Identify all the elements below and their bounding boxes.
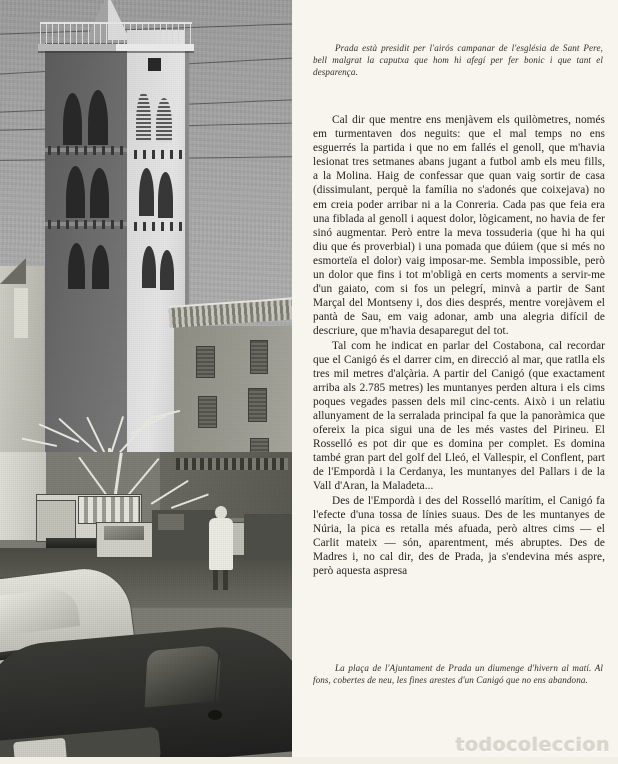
dark-van-windshield xyxy=(158,514,184,530)
building-chimney xyxy=(14,288,28,338)
car-antenna-base xyxy=(208,710,222,720)
window-shutter xyxy=(248,388,267,422)
photo-rooftops xyxy=(0,248,292,480)
roof-tiles xyxy=(168,297,292,328)
photo-caption-top: Prada està presidit per l'airós campanar de l'església de Sant Pere, bell malgrat la caputxa que hom hi afegí per fer bonic i que tant el desparença. xyxy=(313,43,603,78)
photo-caption-bottom: La plaça de l'Ajuntament de Prada un diumenge d'hivern al matí. Al fons, cobertes de neu, les fines arestes d'un Canigó que no ens abandona. xyxy=(313,663,603,686)
tower-cornice xyxy=(38,44,194,51)
pedestrian-leg xyxy=(223,570,228,590)
foreground-car-headlight xyxy=(13,738,67,758)
tower-small-window xyxy=(148,58,161,71)
van-windshield xyxy=(104,526,144,540)
lorry-cab xyxy=(36,500,76,542)
page-bottom-edge xyxy=(0,757,618,764)
tower-corbel-band xyxy=(48,146,126,155)
parked-truck-right xyxy=(244,514,292,560)
photo-town-square xyxy=(0,452,292,758)
window-shutter xyxy=(196,346,215,378)
article-body xyxy=(313,113,605,578)
photo-column xyxy=(0,0,292,758)
tower-corbel-band xyxy=(134,150,188,159)
pedestrian-leg xyxy=(213,570,218,590)
paragraph: Des de l'Empordà i des del Rosselló marítim, el Canigó fa l'efecte d'una tossa de línies suaus. Des de les muntanyes de Núria, la pica es retalla més afuada, però altres cims — el Carlit mateix — són, aparentment, més abruptes. Des de Madres i, no cal dir, des de Prada, ja s'endevina més aspre, però aquesta aspresa xyxy=(313,494,605,577)
tower-corbel-band xyxy=(48,220,126,229)
window-shutter xyxy=(198,396,217,428)
foreground-dark-car-windshield xyxy=(145,645,222,708)
todocoleccion-watermark: todocoleccion xyxy=(455,734,610,756)
tower-corbel-band xyxy=(134,222,188,231)
pedestrian-coat xyxy=(209,518,233,570)
window-shutter xyxy=(250,340,268,374)
text-column xyxy=(292,0,618,764)
market-awning xyxy=(176,458,288,470)
paragraph: Tal com he indicat en parlar del Costabona, cal recordar que el Canigó és el darrer cim, en direcció al mar, que ratlla els tres mil metres d'alçària. A partir del Canigó (que exactament arriba als 2.785 metres) les muntanyes perden altura i els cims poques vegades passen dels mil cinc-cents. Això i un relatiu allunyament de la serralada principal fa que la panoràmica que ofereix la pica sigui una de les més vastes del Pirineu. El Rosselló es pot dir que es domina per complet. Es domina també gran part del golf del Lleó, el Vallespir, el Conflent, part de l'Empordà i la Cerdanya, les muntanyes del Pallars i de la Vall d'Aran, la Maladeta... xyxy=(313,339,605,493)
lorry-cargo-rack xyxy=(78,496,140,524)
paragraph: Cal dir que mentre ens menjàvem els quilòmetres, només em turmentaven dos neguits: que el mal temps no ens esguerrés la partida i que no em fallés el genoll, que m'havia lesionat tres setmanes abans jugant a futbol amb els meu fills, a la Molina. Haig de confessar que quan vaig sortir de casa (dissimulant, perquè la família no s'adonés que coixejava) no em creia poder arribar ni a la Conreria. Cada pas que feia era una fiblada al genoll i aquest dolor, lògicament, no havia de fer sinó augmentar. Però entre la meva tossuderia (que hi ha qui diu que és proverbial) i una pomada que dúiem (que si més no esmorteïa el dolor) vaig imposar-me. Sembla impossible, però un dolor que fins i tot m'obligà en certs moments a servir-me d'un gaiato, com si fos un pelegrí, minvà a partir de Sant Marçal del Montseny i, dos dies després, mentre vorejàvem el pantà de Sau, em vaig adonar, amb una alegria difícil de descriure, que m'havia desaparegut del tot. xyxy=(313,114,605,338)
